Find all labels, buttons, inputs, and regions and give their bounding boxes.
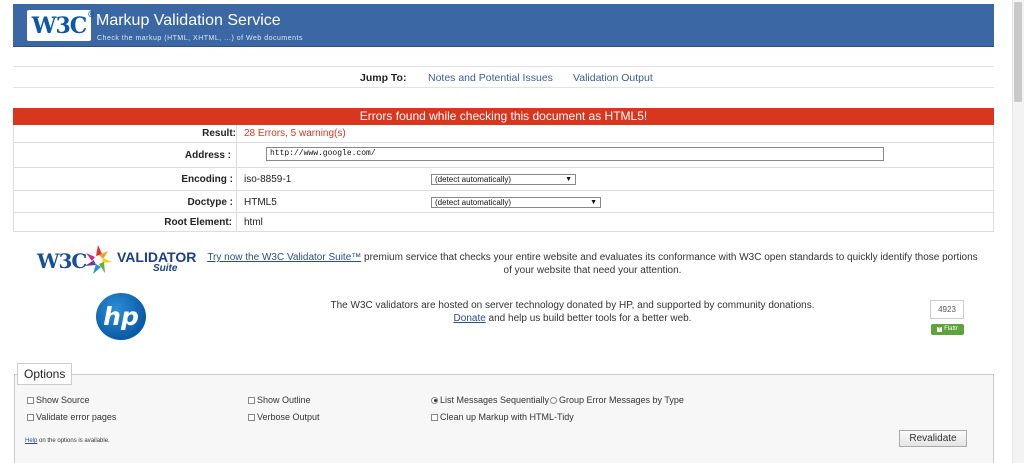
- encoding-select-value: (detect automatically): [435, 175, 512, 184]
- chevron-down-icon: ▼: [565, 176, 572, 183]
- hosting-line-2: [205, 312, 940, 325]
- option-show-outline[interactable]: [248, 395, 311, 405]
- doctype-value: HTML5: [244, 197, 277, 208]
- root-element-value: html: [244, 217, 263, 228]
- jump-link-validation-output[interactable]: Validation Output: [573, 72, 653, 84]
- group-by-type-label: Group Error Messages by Type: [559, 395, 684, 405]
- error-banner: Errors found while checking this document as HTML5!: [13, 108, 994, 125]
- encoding-value: iso-8859-1: [244, 174, 292, 185]
- option-verbose-output[interactable]: [248, 412, 320, 422]
- result-row: [14, 125, 993, 143]
- hp-logo-text: hp: [103, 302, 139, 331]
- option-validate-error-pages[interactable]: [27, 412, 116, 422]
- doctype-select[interactable]: [431, 197, 601, 208]
- options-legend: Options: [17, 363, 72, 385]
- donate-text: and help us build better tools for a better web.: [485, 313, 692, 324]
- group-by-type-radio[interactable]: [550, 397, 557, 404]
- option-clean-up-tidy[interactable]: [431, 412, 574, 422]
- clean-up-tidy-label: Clean up Markup with HTML-Tidy: [440, 412, 574, 422]
- scrollbar-thumb[interactable]: [1014, 2, 1022, 102]
- suite-logo-validator: VALIDATOR: [117, 249, 197, 265]
- suite-logo-w3c: W3C: [37, 249, 87, 273]
- address-row: [14, 143, 993, 168]
- flattr-count: 4923: [930, 300, 964, 319]
- help-link[interactable]: Help: [25, 438, 38, 444]
- clean-up-tidy-checkbox[interactable]: [431, 414, 438, 421]
- plus-icon: +: [937, 326, 942, 332]
- validator-check-icon: [81, 243, 115, 277]
- validate-error-pages-label: Validate error pages: [36, 412, 117, 422]
- show-source-checkbox[interactable]: [27, 397, 34, 404]
- show-outline-label: Show Outline: [257, 395, 311, 405]
- result-table: [13, 125, 994, 232]
- validator-suite-logo[interactable]: [37, 243, 197, 277]
- doctype-label: Doctype :: [187, 197, 233, 208]
- option-group-by-type[interactable]: [550, 395, 684, 405]
- chevron-down-icon: ▼: [590, 199, 597, 206]
- encoding-select[interactable]: [431, 174, 576, 185]
- jump-link-notes[interactable]: Notes and Potential Issues: [428, 72, 553, 84]
- help-text: on the options is available.: [37, 438, 110, 444]
- w3c-logo[interactable]: [27, 8, 95, 41]
- hosting-notice: [205, 299, 940, 325]
- validator-suite-link[interactable]: Try now the W3C Validator Suite™: [207, 252, 362, 263]
- root-element-row: [14, 213, 993, 232]
- page-subtitle: Check the markup (HTML, XHTML, ...) of Web documents: [97, 35, 303, 42]
- result-value: 28 Errors, 5 warning(s): [244, 128, 346, 139]
- jump-bar: [13, 66, 994, 88]
- flattr-button[interactable]: [931, 324, 964, 335]
- donate-link[interactable]: Donate: [453, 313, 486, 324]
- revalidate-button[interactable]: Revalidate: [899, 430, 967, 447]
- w3c-logo-text: W3C ®: [31, 8, 95, 39]
- suite-logo-suite: Suite: [153, 263, 178, 274]
- list-sequential-label: List Messages Sequentially: [440, 395, 550, 405]
- verbose-output-label: Verbose Output: [257, 412, 320, 422]
- promo-description: premium service that checks your entire website and evaluates its conformance with W3C open standards to quickly identify those portions of your website that need your attention.: [361, 252, 978, 276]
- option-show-source[interactable]: [27, 395, 90, 405]
- show-source-label: Show Source: [36, 395, 90, 405]
- address-input[interactable]: http://www.google.com/: [266, 147, 884, 161]
- page-title: Markup Validation Service: [96, 12, 281, 29]
- list-sequential-radio[interactable]: [431, 397, 438, 404]
- validate-error-pages-checkbox[interactable]: [27, 414, 34, 421]
- option-list-sequential[interactable]: [431, 395, 549, 405]
- show-outline-checkbox[interactable]: [248, 397, 255, 404]
- hp-logo[interactable]: [96, 293, 146, 340]
- flattr-label: Flattr: [944, 326, 958, 332]
- validator-suite-promo: [205, 251, 980, 277]
- address-label: Address :: [184, 150, 231, 161]
- verbose-output-checkbox[interactable]: [248, 414, 255, 421]
- page-scrollbar[interactable]: [1012, 0, 1024, 463]
- encoding-row: [14, 168, 993, 191]
- result-label: Result:: [202, 128, 236, 139]
- header-banner: [13, 4, 994, 47]
- root-element-label: Root Element:: [164, 217, 232, 228]
- jump-to-label: Jump To:: [360, 72, 407, 84]
- doctype-row: [14, 191, 993, 213]
- hosting-line-1: The W3C validators are hosted on server technology donated by HP, and supported by community donations.: [330, 300, 815, 311]
- options-help-note: [25, 438, 110, 444]
- encoding-label: Encoding :: [181, 174, 233, 185]
- doctype-select-value: (detect automatically): [435, 198, 512, 207]
